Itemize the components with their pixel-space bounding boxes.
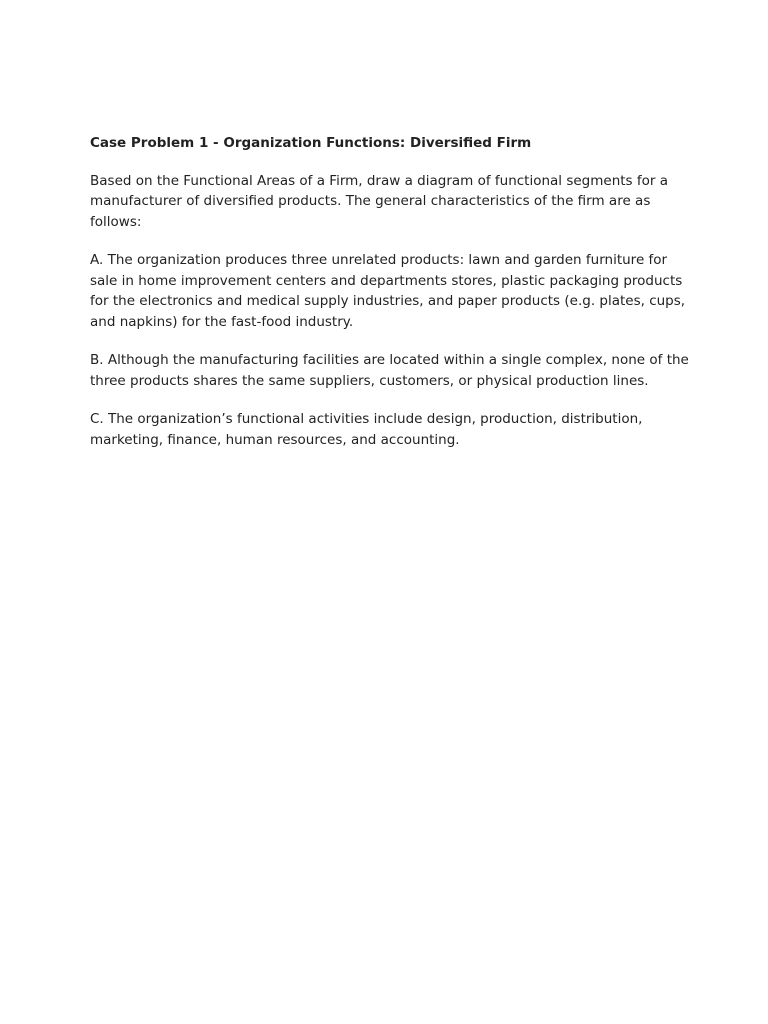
document-title: Case Problem 1 - Organization Functions: Diversified Firm [90, 135, 532, 151]
characteristic-b-paragraph: B. Although the manufacturing facilities are located within a single complex, none of the three products shares the same suppliers, customers, or physical production lines. [90, 352, 689, 389]
document-page [90, 133, 690, 450]
characteristic-a-paragraph: A. The organization produces three unrelated products: lawn and garden furniture for sale in home improvement centers and departments stores, plastic packaging products for the electronics and medical supply industries, and paper products (e.g. plates, cups, and napkins) for the fast-food industry. [90, 252, 686, 330]
characteristic-c-paragraph: C. The organization’s functional activities include design, production, distribution, marketing, finance, human resources, and accounting. [90, 411, 643, 448]
intro-paragraph: Based on the Functional Areas of a Firm, draw a diagram of functional segments for a manufacturer of diversified products. The general characteristics of the firm are as follows: [90, 172, 669, 230]
